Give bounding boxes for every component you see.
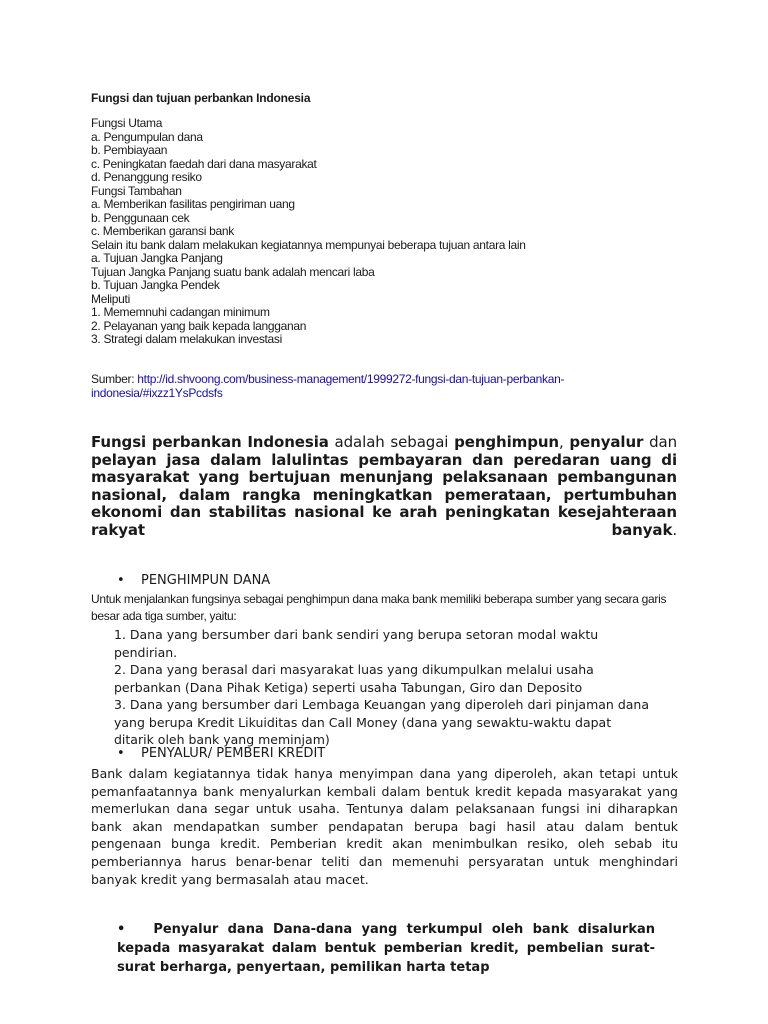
list-line: 3. Strategi dalam melakukan investasi	[91, 332, 283, 346]
document-title: Fungsi dan tujuan perbankan Indonesia	[91, 91, 311, 105]
source-link[interactable]: http://id.shvoong.com/business-management/1999272-fungsi-dan-tujuan-perbankan-indonesia/#ixzz1YsPcdsfs	[91, 372, 565, 400]
intro-word: Indonesia	[247, 433, 329, 451]
intro-text: dan	[649, 433, 678, 451]
list-line: a. Tujuan Jangka Panjang	[91, 251, 223, 265]
intro-word: perbankan	[151, 433, 242, 451]
intro-keyword: penghimpun	[454, 433, 559, 451]
section-heading-penyalur	[117, 746, 325, 761]
source-label: Sumber:	[91, 372, 138, 386]
list-line: 2. Pelayanan yang baik kepada langganan	[91, 318, 307, 333]
intro-text: .	[672, 520, 677, 539]
list-line: a. Pengumpulan dana	[91, 129, 203, 144]
list-item: 3. Dana yang bersumber dari Lembaga Keuangan yang diperoleh dari pinjaman dana yang berupa Kredit Likuiditas dan Call Money (dana yang sewaktu-waktu dapat ditarik oleh bank yang meminjam)	[114, 697, 649, 747]
list-line: Fungsi Tambahan	[91, 183, 182, 198]
bullet-icon: •	[117, 746, 125, 761]
section-heading-label: PENGHIMPUN DANA	[141, 573, 271, 588]
list-line: b. Tujuan Jangka Pendek	[91, 278, 220, 292]
intro-paragraph	[91, 434, 677, 539]
list-line: Fungsi Utama	[91, 116, 163, 130]
final-bullet-text: Penyalur dana Dana-dana yang terkumpul oleh bank disalurkan kepada masyarakat dalam bentuk pemberian kredit, pembelian surat-surat berharga, penyertaan, pemilikan harta tetap	[117, 922, 655, 975]
list-item: 2. Dana yang berasal dari masyarakat luas yang dikumpulkan melalui usaha perbankan (Dana Pihak Ketiga) seperti usaha Tabungan, Giro dan Deposito	[114, 662, 594, 695]
intro-text: adalah sebagai	[334, 433, 449, 451]
list-line: d. Penanggung resiko	[91, 170, 202, 184]
list-line: Meliputi	[91, 291, 130, 306]
list-line: b. Penggunaan cek	[91, 210, 190, 225]
section-heading-penghimpun	[117, 573, 270, 588]
intro-keyword: penyalur	[569, 433, 644, 451]
funding-sources-list	[114, 626, 654, 749]
list-item: 1. Dana yang bersumber dari bank sendiri yang berupa setoran modal waktu pendirian.	[114, 627, 599, 660]
section-heading-label: PENYALUR/ PEMBERI KREDIT	[141, 746, 326, 761]
section-body-penyalur: Bank dalam kegiatannya tidak hanya menyimpan dana yang diperoleh, akan tetapi untuk pemanfaatannya bank menyalurkan kembali dalam bentuk kredit kepada masyarakat yang memerlukan dana segar untuk usaha. Tentunya dalam pelaksanaan fungsi ini diharapkan bank akan mendapatkan sumber pendapatan berupa bagi hasil atau dalam bentuk pengenaan bunga kredit. Pemberian kredit akan menimbulkan resiko, oleh sebab itu pemberiannya harus benar-benar teliti dan memenuhi persyaratan untuk menghindari banyak kredit yang bermasalah atau macet.	[91, 766, 678, 887]
function-list	[91, 117, 691, 347]
intro-keyword: pelayan jasa dalam lalulintas pembayaran dan peredaran uang di masyarakat yang bertujuan menunjang pelaksanaan pembangunan nasional, dalam rangka meningkatkan pemerataan, pertumbuhan ekonomi dan stabilitas nasional ke arah peningkatan kesejahteraan rakyat banyak	[91, 450, 677, 539]
list-line: c. Memberikan garansi bank	[91, 224, 234, 238]
final-bullet-paragraph	[117, 920, 655, 977]
list-line: a. Memberikan fasilitas pengiriman uang	[91, 197, 295, 211]
section-body-penghimpun: Untuk menjalankan fungsinya sebagai penghimpun dana maka bank memiliki beberapa sumber yang secara garis besar ada tiga sumber, yaitu:	[91, 592, 667, 623]
list-line: Selain itu bank dalam melakukan kegiatannya mempunyai beberapa tujuan antara lain	[91, 237, 526, 252]
bullet-icon: •	[117, 922, 126, 937]
intro-word: Fungsi	[91, 433, 147, 451]
intro-text: ,	[559, 433, 564, 451]
list-line: b. Pembiayaan	[91, 143, 168, 157]
source-citation	[91, 373, 611, 400]
list-line: c. Peningkatan faedah dari dana masyarakat	[91, 156, 317, 171]
list-line: Tujuan Jangka Panjang suatu bank adalah mencari laba	[91, 264, 375, 279]
bullet-icon: •	[117, 573, 125, 588]
list-line: 1. Mememnuhi cadangan minimum	[91, 305, 270, 319]
